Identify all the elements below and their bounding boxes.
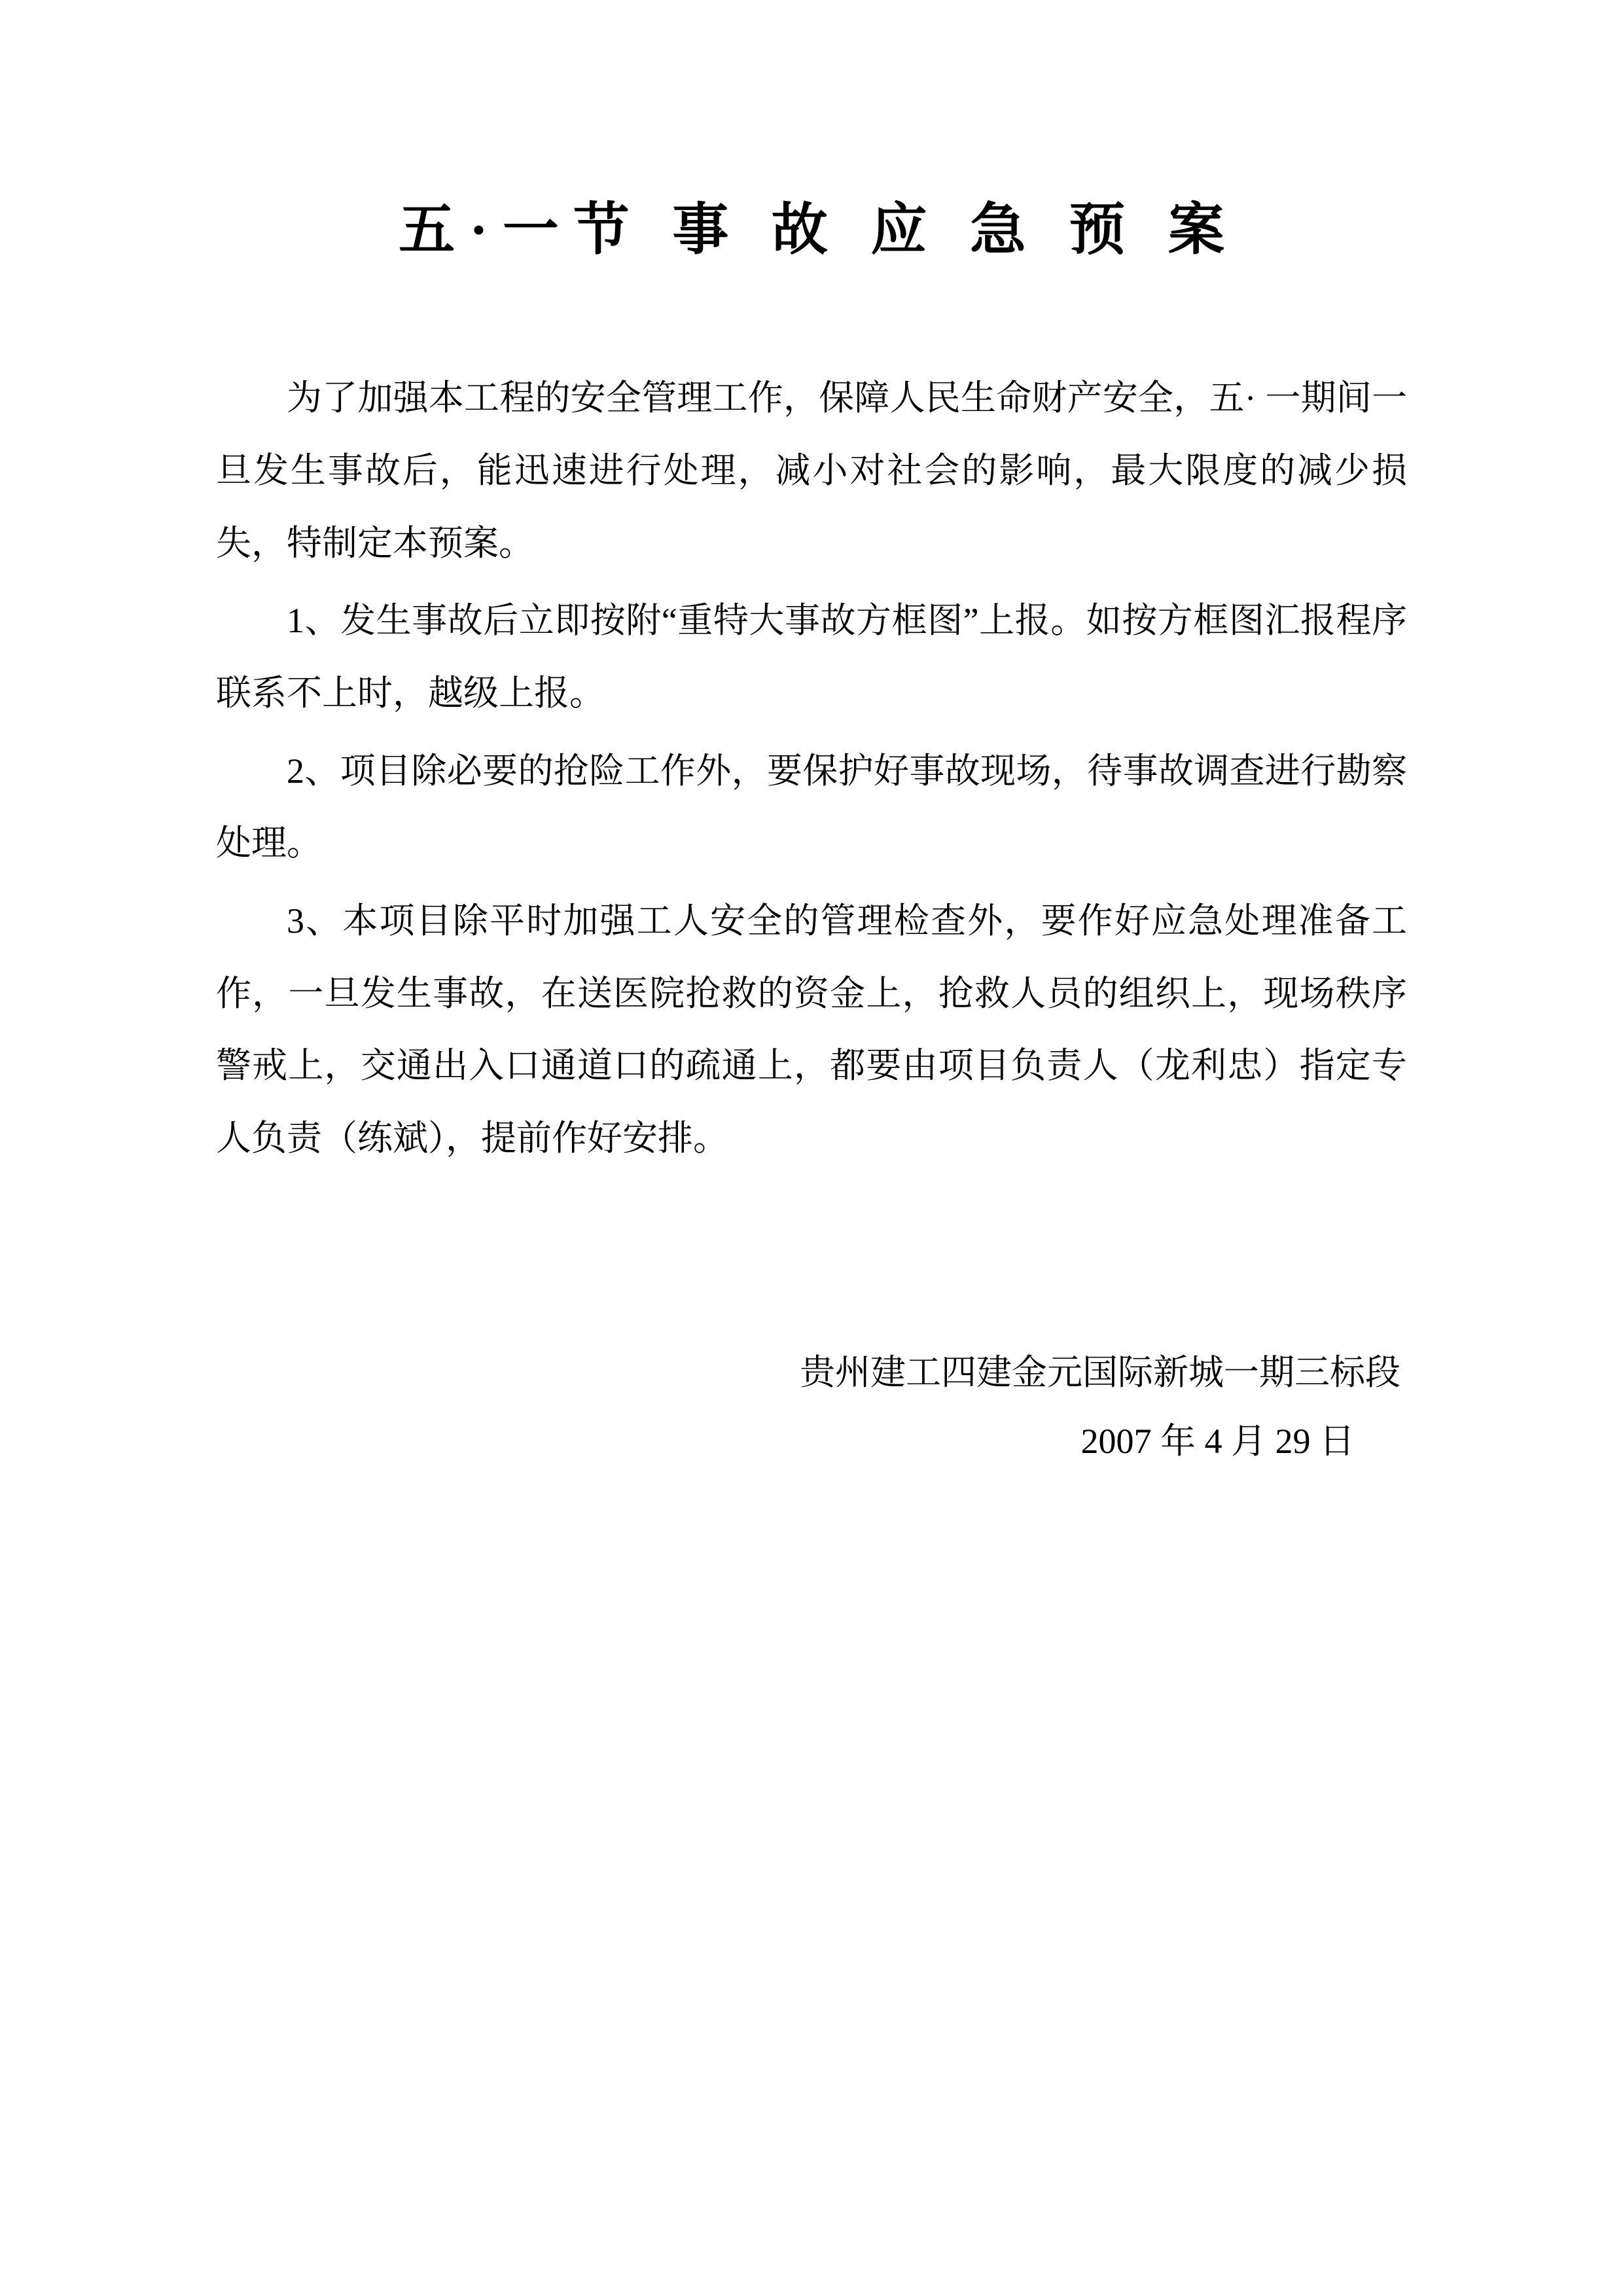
page-title: 五·一节 事 故 应 急 预 案: [399, 198, 1239, 261]
paragraph-item-1: 1、发生事故后立即按附“重特大事故方框图”上报。如按方框图汇报程序联系不上时，越级上报。: [216, 601, 1407, 713]
paragraph-item-3: 3、本项目除平时加强工人安全的管理检查外，要作好应急处理准备工作，一旦发生事故，在送医院抢救的资金上，抢救人员的组织上，现场秩序警戒上，交通出入口通道口的疏通上，都要由项目负责人（龙利忠）指定专人负责（练斌），提前作好安排。: [216, 901, 1407, 1158]
page-bottom-whitespace: [216, 1476, 1407, 2065]
signature-date: 2007 年 4 月 29 日: [1080, 1422, 1355, 1462]
document-body: [216, 362, 1407, 1175]
paragraph-item-2: 2、项目除必要的抢险工作外，要保护好事故现场，待事故调查进行勘察处理。: [216, 751, 1407, 863]
paragraph-intro: 为了加强本工程的安全管理工作，保障人民生命财产安全，五· 一期间一旦发生事故后，能迅速进行处理，减小对社会的影响，最大限度的减少损失，特制定本预案。: [216, 378, 1407, 563]
signature-organization: 贵州建工四建金元国际新城一期三标段: [800, 1352, 1400, 1392]
signature-block: [216, 1338, 1407, 1477]
